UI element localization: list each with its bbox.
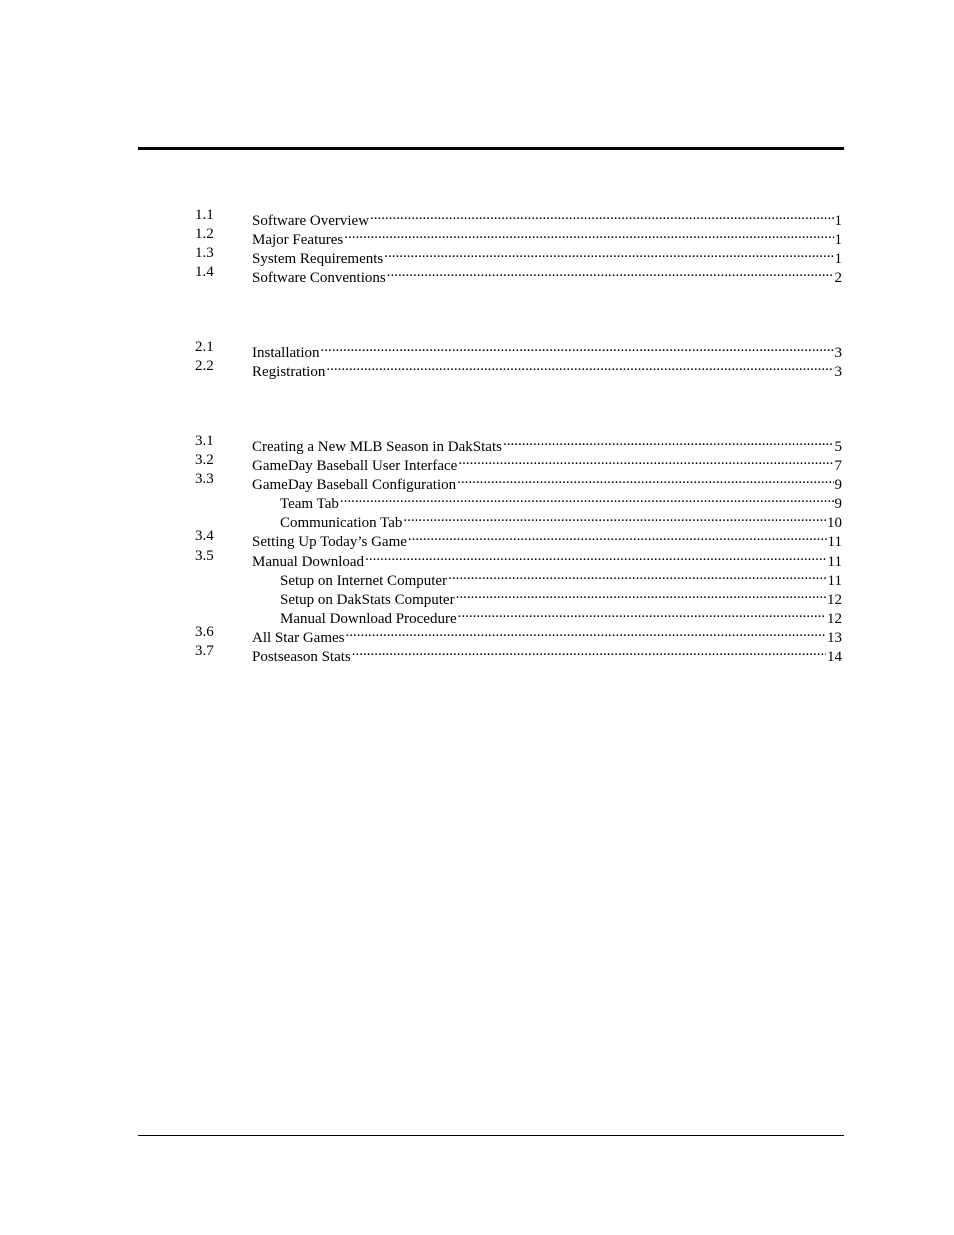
toc-number: 3.4: [195, 528, 214, 544]
dot-leader: [456, 585, 826, 604]
dot-leader: [370, 206, 833, 225]
toc-title: Setting Up Today’s Game: [252, 534, 407, 550]
toc-page-number: 2: [834, 270, 842, 286]
toc-title: GameDay Baseball Configuration: [252, 477, 457, 493]
header-rule: [138, 147, 844, 150]
toc-entry-3-3[interactable]: [195, 470, 842, 493]
toc-number: 1.2: [195, 226, 214, 242]
dot-leader: [408, 527, 827, 546]
toc-title: System Requirements: [252, 251, 384, 267]
footer-rule: [138, 1135, 844, 1136]
toc-entry-3-2[interactable]: [195, 451, 842, 474]
toc-title: Manual Download Procedure: [280, 611, 457, 627]
toc-entry-3-5-setup-dakstats[interactable]: [195, 585, 842, 608]
dot-leader: [344, 225, 833, 244]
toc-page-number: 11: [827, 573, 842, 589]
toc-entry-3-5-setup-internet[interactable]: [195, 566, 842, 589]
toc-title: Team Tab: [280, 496, 339, 512]
toc-page-number: 1: [834, 251, 842, 267]
dot-leader: [458, 604, 826, 623]
toc-page-number: 1: [834, 213, 842, 229]
toc-number: 3.6: [195, 624, 214, 640]
toc-entry-3-1[interactable]: [195, 432, 842, 455]
toc-page-number: 3: [834, 364, 842, 380]
toc-number: 1.4: [195, 264, 214, 280]
toc-page-number: 1: [834, 232, 842, 248]
toc-title: Postseason Stats: [252, 649, 351, 665]
toc-title: Registration: [252, 364, 326, 380]
toc-title: Major Features: [252, 232, 344, 248]
dot-leader: [448, 566, 826, 585]
toc-number: 3.5: [195, 548, 214, 564]
dot-leader: [458, 451, 833, 470]
dot-leader: [340, 489, 834, 508]
toc-entry-1-2[interactable]: [195, 225, 842, 248]
toc-number: 3.2: [195, 452, 214, 468]
toc-number: 2.1: [195, 339, 214, 355]
toc-page-number: 9: [834, 477, 842, 493]
toc-entry-3-4[interactable]: [195, 527, 842, 550]
toc-number: 3.3: [195, 471, 214, 487]
toc-page-number: 5: [834, 439, 842, 455]
toc-title: Setup on DakStats Computer: [280, 592, 455, 608]
toc-page-number: 12: [827, 592, 842, 608]
toc-page-number: 11: [827, 554, 842, 570]
dot-leader: [326, 357, 833, 376]
toc-title: Creating a New MLB Season in DakStats: [252, 439, 502, 455]
toc-page-number: 11: [827, 534, 842, 550]
toc-number: 2.2: [195, 358, 214, 374]
dot-leader: [457, 470, 833, 489]
toc-page-number: 13: [827, 630, 842, 646]
toc-page-number: 3: [834, 345, 842, 361]
toc-entry-2-1[interactable]: [195, 338, 842, 361]
toc-number: 1.3: [195, 245, 214, 261]
toc-page-number: 12: [827, 611, 842, 627]
toc-entry-3-3-communication-tab[interactable]: [195, 508, 842, 531]
toc-title: Software Overview: [252, 213, 370, 229]
dot-leader: [365, 547, 826, 566]
toc-entry-3-6[interactable]: [195, 623, 842, 646]
toc-entry-3-7[interactable]: [195, 642, 842, 665]
toc-page-number: 10: [827, 515, 842, 531]
toc-entry-3-5-manual-download-procedure[interactable]: [195, 604, 842, 627]
toc-number: 3.1: [195, 433, 214, 449]
toc-title: Installation: [252, 345, 320, 361]
toc-title: Communication Tab: [280, 515, 403, 531]
toc-page-number: 9: [834, 496, 842, 512]
toc-title: Software Conventions: [252, 270, 386, 286]
toc-number: 1.1: [195, 207, 214, 223]
toc-title: All Star Games: [252, 630, 345, 646]
dot-leader: [503, 432, 834, 451]
toc-entry-3-3-team-tab[interactable]: [195, 489, 842, 512]
toc-number: 3.7: [195, 643, 214, 659]
dot-leader: [384, 244, 833, 263]
toc-entry-1-4[interactable]: [195, 263, 842, 286]
toc-title: GameDay Baseball User Interface: [252, 458, 458, 474]
toc-title: Setup on Internet Computer: [280, 573, 448, 589]
toc-entry-3-5[interactable]: [195, 547, 842, 570]
toc-title: Manual Download: [252, 554, 365, 570]
dot-leader: [387, 263, 834, 282]
toc-page-number: 7: [834, 458, 842, 474]
dot-leader: [345, 623, 826, 642]
toc-page-number: 14: [827, 649, 842, 665]
toc-entry-1-1[interactable]: [195, 206, 842, 229]
toc-entry-1-3[interactable]: [195, 244, 842, 267]
dot-leader: [352, 642, 826, 661]
dot-leader: [321, 338, 834, 357]
toc-entry-2-2[interactable]: [195, 357, 842, 380]
dot-leader: [403, 508, 826, 527]
